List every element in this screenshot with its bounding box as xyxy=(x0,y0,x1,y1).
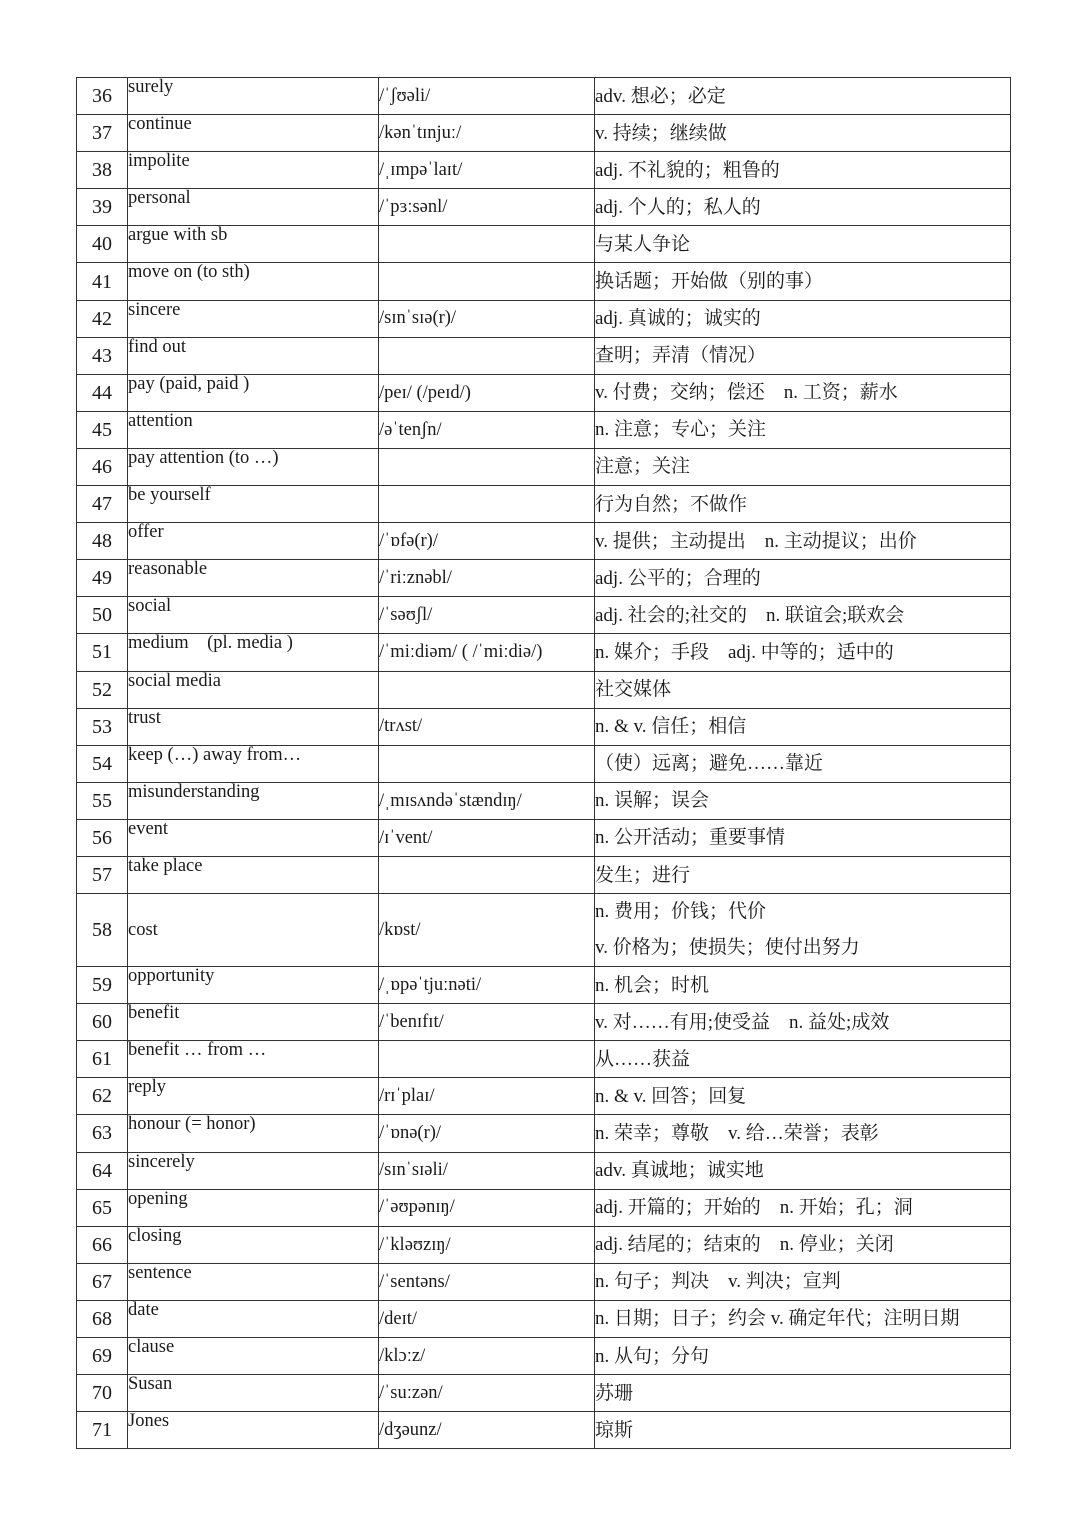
word-cell: impolite xyxy=(128,152,379,189)
word-cell: take place xyxy=(128,856,379,893)
row-number: 58 xyxy=(77,894,128,967)
meaning-cell xyxy=(595,1226,1011,1263)
word-cell: reply xyxy=(128,1078,379,1115)
meaning-line: v. 付费；交纳；偿还 n. 工资；薪水 xyxy=(595,382,898,404)
meaning-cell xyxy=(595,189,1011,226)
word-cell: honour (= honor) xyxy=(128,1115,379,1152)
meaning-cell xyxy=(595,486,1011,523)
word-cell: sincere xyxy=(128,300,379,337)
meaning-line: n. 媒介；手段 adj. 中等的；适中的 xyxy=(595,641,894,663)
row-number: 43 xyxy=(77,337,128,374)
row-number: 59 xyxy=(77,967,128,1004)
word-cell: personal xyxy=(128,189,379,226)
row-number: 41 xyxy=(77,263,128,300)
meaning-line: n. 荣幸；尊敬 v. 给…荣誉；表彰 xyxy=(595,1122,879,1144)
row-number: 57 xyxy=(77,856,128,893)
phonetic-cell: /ˌɪmpəˈlaɪt/ xyxy=(379,152,595,189)
word-cell: clause xyxy=(128,1338,379,1375)
row-number: 69 xyxy=(77,1338,128,1375)
meaning-line: n. 机会；时机 xyxy=(595,974,710,996)
meaning-cell xyxy=(595,226,1011,263)
word-cell: argue with sb xyxy=(128,226,379,263)
meaning-line: 换话题；开始做（别的事） xyxy=(595,271,824,293)
row-number: 36 xyxy=(77,78,128,115)
meaning-line: adj. 不礼貌的；粗鲁的 xyxy=(595,159,780,181)
row-number: 54 xyxy=(77,745,128,782)
phonetic-cell: /ˈsentəns/ xyxy=(379,1263,595,1300)
meaning-line: n. & v. 回答；回复 xyxy=(595,1085,747,1107)
table-row xyxy=(77,374,1011,411)
table-row xyxy=(77,894,1011,967)
row-number: 61 xyxy=(77,1041,128,1078)
phonetic-cell: /ˈriːznəbl/ xyxy=(379,560,595,597)
table-row xyxy=(77,1115,1011,1152)
meaning-cell xyxy=(595,745,1011,782)
meaning-cell xyxy=(595,560,1011,597)
table-row xyxy=(77,1078,1011,1115)
phonetic-cell: /deɪt/ xyxy=(379,1300,595,1337)
row-number: 60 xyxy=(77,1004,128,1041)
row-number: 46 xyxy=(77,448,128,485)
vocabulary-table xyxy=(76,77,1011,1449)
word-cell: offer xyxy=(128,523,379,560)
meaning-cell xyxy=(595,263,1011,300)
meaning-line: n. 公开活动；重要事情 xyxy=(595,827,786,849)
meaning-line: 查明；弄清（情况） xyxy=(595,345,767,367)
table-row xyxy=(77,523,1011,560)
meaning-cell xyxy=(595,1115,1011,1152)
meaning-cell xyxy=(595,1189,1011,1226)
meaning-line: n. 费用；价钱；代价 xyxy=(595,901,767,923)
row-number: 44 xyxy=(77,374,128,411)
table-row xyxy=(77,597,1011,634)
phonetic-cell: /ˈsəʊʃl/ xyxy=(379,597,595,634)
phonetic-cell: /ˈsuːzən/ xyxy=(379,1375,595,1412)
table-row xyxy=(77,560,1011,597)
phonetic-cell: /ˈɒfə(r)/ xyxy=(379,523,595,560)
meaning-cell xyxy=(595,78,1011,115)
row-number: 38 xyxy=(77,152,128,189)
word-cell: pay attention (to …) xyxy=(128,448,379,485)
phonetic-cell xyxy=(379,448,595,485)
meaning-cell xyxy=(595,1152,1011,1189)
phonetic-cell: /ˌmɪsʌndəˈstændɪŋ/ xyxy=(379,782,595,819)
row-number: 42 xyxy=(77,300,128,337)
phonetic-cell: /sɪnˈsɪə(r)/ xyxy=(379,300,595,337)
meaning-line: 注意；关注 xyxy=(595,456,691,478)
table-row xyxy=(77,967,1011,1004)
phonetic-cell: /kənˈtɪnjuː/ xyxy=(379,115,595,152)
meaning-line: 苏珊 xyxy=(595,1382,634,1404)
meaning-line: adv. 真诚地；诚实地 xyxy=(595,1160,764,1182)
word-cell: social media xyxy=(128,671,379,708)
meaning-cell xyxy=(595,1078,1011,1115)
meaning-cell xyxy=(595,1300,1011,1337)
meaning-cell xyxy=(595,1412,1011,1449)
meaning-line: 与某人争论 xyxy=(595,233,691,255)
word-cell: opening xyxy=(128,1189,379,1226)
table-row xyxy=(77,300,1011,337)
phonetic-cell: /ˈpɜːsənl/ xyxy=(379,189,595,226)
phonetic-cell xyxy=(379,856,595,893)
table-row xyxy=(77,1300,1011,1337)
row-number: 65 xyxy=(77,1189,128,1226)
phonetic-cell: /klɔːz/ xyxy=(379,1338,595,1375)
word-cell: misunderstanding xyxy=(128,782,379,819)
row-number: 52 xyxy=(77,671,128,708)
phonetic-cell: /ˈʃʊəli/ xyxy=(379,78,595,115)
table-row xyxy=(77,782,1011,819)
phonetic-cell xyxy=(379,486,595,523)
row-number: 68 xyxy=(77,1300,128,1337)
table-row xyxy=(77,634,1011,671)
meaning-cell xyxy=(595,856,1011,893)
row-number: 51 xyxy=(77,634,128,671)
table-row xyxy=(77,1226,1011,1263)
meaning-cell xyxy=(595,300,1011,337)
word-cell: move on (to sth) xyxy=(128,263,379,300)
phonetic-cell: /rɪˈplaɪ/ xyxy=(379,1078,595,1115)
table-row xyxy=(77,226,1011,263)
phonetic-cell xyxy=(379,263,595,300)
table-row xyxy=(77,1189,1011,1226)
phonetic-cell xyxy=(379,745,595,782)
phonetic-cell xyxy=(379,671,595,708)
table-row xyxy=(77,1152,1011,1189)
word-cell: Jones xyxy=(128,1412,379,1449)
table-row xyxy=(77,708,1011,745)
meaning-line: adj. 开篇的；开始的 n. 开始；孔；洞 xyxy=(595,1197,913,1219)
table-row xyxy=(77,78,1011,115)
table-row xyxy=(77,263,1011,300)
meaning-line: 行为自然；不做作 xyxy=(595,493,748,515)
meaning-cell xyxy=(595,708,1011,745)
word-cell: find out xyxy=(128,337,379,374)
meaning-line: adv. 想必；必定 xyxy=(595,85,726,107)
meaning-line: n. 句子；判决 v. 判决；宣判 xyxy=(595,1271,841,1293)
meaning-line: adj. 真诚的；诚实的 xyxy=(595,308,761,330)
meaning-cell xyxy=(595,448,1011,485)
row-number: 56 xyxy=(77,819,128,856)
word-cell: be yourself xyxy=(128,486,379,523)
phonetic-cell: /ˈəʊpənɪŋ/ xyxy=(379,1189,595,1226)
meaning-cell xyxy=(595,967,1011,1004)
meaning-cell xyxy=(595,1338,1011,1375)
table-row xyxy=(77,856,1011,893)
word-cell: surely xyxy=(128,78,379,115)
word-cell: reasonable xyxy=(128,560,379,597)
phonetic-cell: /kɒst/ xyxy=(379,894,595,967)
row-number: 62 xyxy=(77,1078,128,1115)
phonetic-cell: /sɪnˈsɪəli/ xyxy=(379,1152,595,1189)
row-number: 47 xyxy=(77,486,128,523)
meaning-cell xyxy=(595,374,1011,411)
meaning-line: adj. 个人的；私人的 xyxy=(595,196,761,218)
phonetic-cell: /ˈkləʊzɪŋ/ xyxy=(379,1226,595,1263)
row-number: 50 xyxy=(77,597,128,634)
word-cell: social xyxy=(128,597,379,634)
word-cell: opportunity xyxy=(128,967,379,1004)
table-row xyxy=(77,1375,1011,1412)
meaning-line: 从……获益 xyxy=(595,1048,691,1070)
row-number: 53 xyxy=(77,708,128,745)
row-number: 70 xyxy=(77,1375,128,1412)
word-cell: benefit xyxy=(128,1004,379,1041)
row-number: 71 xyxy=(77,1412,128,1449)
vocabulary-table-body xyxy=(77,78,1011,1449)
meaning-cell xyxy=(595,1375,1011,1412)
table-row xyxy=(77,152,1011,189)
phonetic-cell: /əˈtenʃn/ xyxy=(379,411,595,448)
table-row xyxy=(77,448,1011,485)
phonetic-cell: /ˈmiːdiəm/ ( /ˈmiːdiə/) xyxy=(379,634,595,671)
word-cell: date xyxy=(128,1300,379,1337)
meaning-cell xyxy=(595,634,1011,671)
word-cell: keep (…) away from… xyxy=(128,745,379,782)
row-number: 40 xyxy=(77,226,128,263)
table-row xyxy=(77,1412,1011,1449)
table-row xyxy=(77,411,1011,448)
phonetic-cell: /ˈbenɪfɪt/ xyxy=(379,1004,595,1041)
phonetic-cell: /ˌɒpəˈtjuːnəti/ xyxy=(379,967,595,1004)
meaning-line: 发生；进行 xyxy=(595,864,691,886)
meaning-cell xyxy=(595,337,1011,374)
word-cell: pay (paid, paid ) xyxy=(128,374,379,411)
meaning-line: v. 价格为；使损失；使付出努力 xyxy=(595,937,860,959)
table-row xyxy=(77,337,1011,374)
row-number: 37 xyxy=(77,115,128,152)
table-row xyxy=(77,115,1011,152)
meaning-cell xyxy=(595,597,1011,634)
meaning-line: v. 提供；主动提出 n. 主动提议；出价 xyxy=(595,530,917,552)
row-number: 64 xyxy=(77,1152,128,1189)
phonetic-cell: /peɪ/ (/peɪd/) xyxy=(379,374,595,411)
table-row xyxy=(77,745,1011,782)
meaning-cell xyxy=(595,819,1011,856)
meaning-line: 社交媒体 xyxy=(595,679,672,701)
phonetic-cell xyxy=(379,226,595,263)
meaning-cell xyxy=(595,411,1011,448)
row-number: 49 xyxy=(77,560,128,597)
word-cell: Susan xyxy=(128,1375,379,1412)
table-row xyxy=(77,486,1011,523)
table-row xyxy=(77,1263,1011,1300)
meaning-cell xyxy=(595,894,1011,967)
row-number: 63 xyxy=(77,1115,128,1152)
phonetic-cell: /ˈɒnə(r)/ xyxy=(379,1115,595,1152)
word-cell: medium (pl. media ) xyxy=(128,634,379,671)
meaning-line: n. 日期；日子；约会 v. 确定年代；注明日期 xyxy=(595,1308,960,1330)
word-cell: cost xyxy=(128,894,379,967)
row-number: 48 xyxy=(77,523,128,560)
phonetic-cell: /trʌst/ xyxy=(379,708,595,745)
phonetic-cell xyxy=(379,337,595,374)
phonetic-cell: /dʒəunz/ xyxy=(379,1412,595,1449)
meaning-line: n. 从句；分句 xyxy=(595,1345,710,1367)
word-cell: trust xyxy=(128,708,379,745)
word-cell: continue xyxy=(128,115,379,152)
meaning-line: n. 注意；专心；关注 xyxy=(595,419,767,441)
meaning-cell xyxy=(595,115,1011,152)
meaning-cell xyxy=(595,1004,1011,1041)
row-number: 67 xyxy=(77,1263,128,1300)
row-number: 55 xyxy=(77,782,128,819)
meaning-cell xyxy=(595,1041,1011,1078)
table-row xyxy=(77,671,1011,708)
meaning-line: adj. 公平的；合理的 xyxy=(595,567,761,589)
meaning-cell xyxy=(595,782,1011,819)
table-row xyxy=(77,819,1011,856)
word-cell: sentence xyxy=(128,1263,379,1300)
meaning-line: v. 对……有用;使受益 n. 益处;成效 xyxy=(595,1011,890,1033)
row-number: 39 xyxy=(77,189,128,226)
word-cell: benefit … from … xyxy=(128,1041,379,1078)
phonetic-cell: /ɪˈvent/ xyxy=(379,819,595,856)
table-row xyxy=(77,1338,1011,1375)
word-cell: attention xyxy=(128,411,379,448)
word-cell: event xyxy=(128,819,379,856)
table-row xyxy=(77,1041,1011,1078)
meaning-cell xyxy=(595,1263,1011,1300)
meaning-line: n. & v. 信任；相信 xyxy=(595,716,747,738)
row-number: 66 xyxy=(77,1226,128,1263)
word-cell: closing xyxy=(128,1226,379,1263)
meaning-line: n. 误解；误会 xyxy=(595,790,710,812)
word-cell: sincerely xyxy=(128,1152,379,1189)
table-row xyxy=(77,1004,1011,1041)
meaning-line: adj. 社会的;社交的 n. 联谊会;联欢会 xyxy=(595,604,905,626)
meaning-cell xyxy=(595,152,1011,189)
table-row xyxy=(77,189,1011,226)
meaning-line: v. 持续；继续做 xyxy=(595,122,727,144)
meaning-line: adj. 结尾的；结束的 n. 停业；关闭 xyxy=(595,1234,894,1256)
meaning-cell xyxy=(595,523,1011,560)
meaning-cell xyxy=(595,671,1011,708)
row-number: 45 xyxy=(77,411,128,448)
meaning-line: （使）远离；避免……靠近 xyxy=(595,753,824,775)
meaning-line: 琼斯 xyxy=(595,1419,634,1441)
phonetic-cell xyxy=(379,1041,595,1078)
